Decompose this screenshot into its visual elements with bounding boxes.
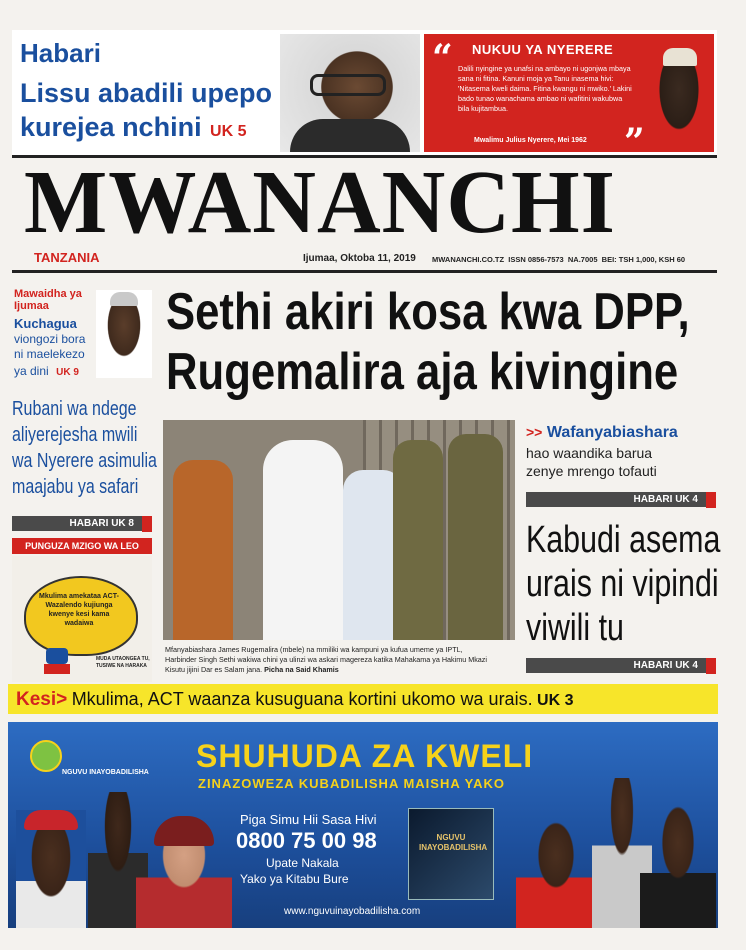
masthead-divider — [12, 270, 717, 273]
rubani-line1: Rubani wa ndege — [12, 398, 137, 420]
advert-person-3 — [136, 816, 232, 928]
rubani-ref-accent — [142, 516, 152, 532]
guard-figure-right-2 — [448, 434, 503, 640]
kabudi-ref-accent — [706, 658, 716, 674]
main-headline[interactable] — [166, 282, 716, 402]
mawaidha-ref: UK 9 — [56, 367, 79, 378]
mawaidha-text-4-wrap — [14, 362, 79, 380]
kofia-cap-shape — [663, 48, 697, 66]
mawaidha-label-2: Ijumaa — [14, 300, 49, 312]
glasses-shape — [310, 74, 386, 96]
cartoon-figure — [42, 648, 72, 678]
teaser-arrow: >> — [526, 424, 543, 440]
wafanyabiashara-teaser[interactable] — [526, 424, 716, 479]
advert-offer-line1: Upate Nakala — [266, 856, 339, 870]
kesi-text: Mkulima, ACT waanza kusuguana kortini ukomo wa urais. — [71, 689, 533, 709]
main-headline-line2: Rugemalira aja kivingine — [166, 343, 679, 401]
rugemalira-figure — [263, 440, 343, 640]
nyerere-quote-box — [424, 34, 714, 163]
caption-credit: Picha na Said Khamis — [264, 665, 339, 674]
advert-website[interactable]: www.nguvuinayobadilisha.com — [284, 906, 421, 917]
mawaidha-text-4: ya dini — [14, 364, 49, 378]
quote-open-icon: “ — [432, 37, 453, 79]
advert[interactable] — [8, 722, 718, 928]
advert-book — [408, 808, 494, 900]
rubani-page-ref[interactable]: HABARI UK 8 — [12, 516, 142, 531]
main-headline-line1: Sethi akiri kosa kwa DPP, — [166, 283, 690, 341]
kesi-ref: UK 3 — [537, 692, 574, 709]
advert-person-1 — [16, 810, 86, 928]
imam-cap-shape — [110, 292, 138, 306]
lissu-photo — [280, 34, 420, 152]
advert-subtitle: ZINAZOWEZA KUBADILISHA MAISHA YAKO — [198, 776, 505, 791]
lissu-page-ref: UK 5 — [210, 123, 247, 140]
mawaidha-text-2: viongozi bora — [14, 332, 86, 346]
rubani-line3: wa Nyerere asimulia — [12, 450, 157, 472]
top-banner — [12, 30, 717, 163]
nyerere-quote-title: NUKUU YA NYERERE — [472, 42, 614, 57]
teaser-ref-accent — [706, 492, 716, 508]
mawaidha-box[interactable] — [12, 282, 152, 392]
advert-offer-line2: Yako ya Kitabu Bure — [240, 872, 349, 886]
main-photo-caption — [165, 645, 515, 675]
masthead-country: TANZANIA — [34, 250, 100, 265]
advert-person-6 — [640, 806, 716, 928]
advert-call-text: Piga Simu Hii Sasa Hivi — [240, 812, 377, 827]
teaser-line3: zenye mrengo tofauti — [526, 463, 657, 479]
cartoon-figure-legs — [44, 664, 70, 674]
main-photo — [163, 420, 515, 640]
suit-shape — [290, 119, 410, 152]
masthead-website[interactable]: MWANANCHI.CO.TZ — [432, 255, 505, 264]
masthead-issn: ISSN 0856-7573 — [508, 255, 564, 264]
caption-line3-wrap — [165, 665, 515, 675]
kabudi-line1: Kabudi asema — [526, 519, 721, 561]
book-title: NGUVU INAYOBADILISHA — [419, 833, 488, 852]
kesi-label: Kesi> — [16, 689, 68, 710]
masthead-meta — [432, 255, 685, 264]
kabudi-line2: urais ni vipindi — [526, 563, 719, 605]
masthead-price: BEI: TSH 1,000, KSH 60 — [601, 255, 686, 264]
person-1-hat — [24, 810, 78, 830]
cartoon-caption: MUDA UTAONGEA TU, TUSIWE NA HARAKA — [96, 656, 150, 669]
kesi-bar[interactable] — [8, 684, 718, 714]
quote-close-icon: ” — [624, 121, 645, 163]
mawaidha-text-3: ni maelekezo — [14, 347, 85, 361]
masthead-date: Ijumaa, Oktoba 11, 2019 — [303, 253, 416, 264]
person-3-headscarf — [154, 816, 214, 846]
mawaidha-label-1: Mawaidha ya — [14, 288, 82, 300]
caption-line1: Mfanyabiashara James Rugemalira (mbele) na mmiliki wa kampuni ya kufua umeme ya IPTL, — [165, 645, 463, 654]
caption-line2: Harbinder Singh Sethi wakiwa chini ya ulinzi wa askari magereza katika Mahakama ya Hakimu Mkazi — [165, 655, 487, 664]
imam-portrait — [96, 290, 152, 378]
teaser-page-ref[interactable]: HABARI UK 4 — [526, 492, 706, 507]
masthead-number: NA.7005 — [567, 255, 598, 264]
caption-line3: Kisutu jijini Dar es Salam jana. — [165, 665, 263, 674]
lissu-headline-line1[interactable]: Lissu abadili upepo — [20, 78, 273, 108]
nyerere-quote-attribution: Mwalimu Julius Nyerere, Mei 1962 — [474, 137, 587, 144]
nyerere-quote-text: Dalili nyingine ya unafsi na ambayo ni ugonjwa mbaya sana ni fitina. Kanuni moja ya Tanu inasema hivi: 'Nitasema kweli daima. Fitina kwangu ni mwiko.' Lakini bado tunao wanachama ambao ni wafitini wakubwa bila kujitambua. — [458, 64, 632, 113]
advert-logo-icon — [30, 740, 62, 772]
lissu-headline-line2[interactable]: kurejea nchini — [20, 112, 202, 142]
advert-person-4 — [516, 816, 596, 928]
advert-brand: NGUVU INAYOBADILISHA — [62, 769, 149, 776]
rubani-story[interactable] — [12, 396, 157, 516]
cartoon-label: PUNGUZA MZIGO WA LEO — [12, 538, 152, 554]
teaser-bold: Wafanyabiashara — [546, 424, 678, 441]
cartoon-figure-shirt — [46, 648, 68, 664]
nyerere-portrait — [649, 40, 709, 150]
guard-figure-left — [173, 460, 233, 640]
rubani-line4: maajabu ya safari — [12, 476, 139, 498]
masthead-title: MWANANCHI — [24, 153, 616, 252]
kabudi-line3: viwili tu — [526, 607, 624, 649]
cartoon-text: Mkulima amekataa ACT-Wazalendo kujiunga kwenye kesi kama wadaiwa — [39, 593, 119, 627]
cartoon — [12, 556, 152, 682]
advert-phone[interactable]: 0800 75 00 98 — [236, 828, 377, 853]
kabudi-story[interactable] — [526, 518, 721, 650]
mawaidha-text-1: Kuchagua — [14, 316, 77, 331]
guard-figure-right-1 — [393, 440, 443, 640]
teaser-line2: hao waandika barua — [526, 445, 653, 461]
teaser-line1-wrap — [526, 424, 716, 442]
lissu-headline-line2-wrap — [20, 112, 246, 143]
rubani-line2: aliyerejesha mwili — [12, 424, 138, 446]
advert-title: SHUHUDA ZA KWELI — [196, 738, 534, 774]
kabudi-page-ref[interactable]: HABARI UK 4 — [526, 658, 706, 673]
habari-label: Habari — [20, 38, 101, 68]
